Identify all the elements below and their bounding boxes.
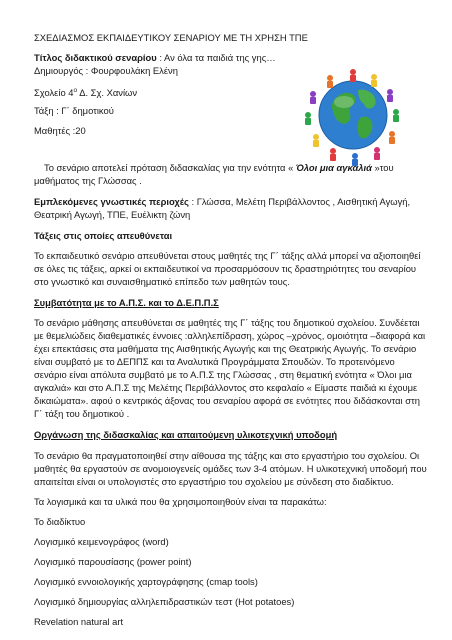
org-paragraph-line-1: Το σενάριο θα πραγματοποιηθεί στην αίθουσα της τάξης και στο εργαστήριο του σχολείου. Οι bbox=[34, 450, 420, 461]
org-paragraph-line-4: Τα λογισμικά και τα υλικά που θα χρησιμοποιηθούν είναι τα παρακάτω: bbox=[34, 496, 327, 507]
scenario-title-value: : Αν όλα τα παιδιά της γης… bbox=[156, 52, 276, 63]
section-heading-classes: Τάξεις στις οποίες απευθύνεται bbox=[34, 230, 173, 241]
compat-paragraph-line-6: αγκαλιά» και στο Α.Π.Σ της Μελέτης Περιβάλλοντος στο κεφαλαίο « Είμαστε παιδιά κι έχουμε bbox=[34, 382, 418, 393]
list-item: Λογισμικό κειμενογράφος (word) bbox=[34, 536, 169, 547]
children-around-globe-image bbox=[298, 60, 408, 170]
list-item: Λογισμικό παρουσίασης (power point) bbox=[34, 556, 192, 567]
school-line: Σχολείο $4^o$ Δ. Σχ. Χανίων bbox=[34, 87, 138, 99]
author-line: Δημιουργός : Φουρφουλάκη Ελένη bbox=[34, 65, 178, 76]
classes-paragraph-line-2: σε όλες τις τάξεις, αρκεί οι εκπαιδευτικοί να προσαρμόσουν τις δραστηριότητες του σεναρίου bbox=[34, 263, 417, 274]
fields-line-2: Θεατρική Αγωγή, ΤΠΕ, Ευέλικτη ζώνη bbox=[34, 209, 191, 220]
scenario-title-label: Τίτλος διδακτικού σεναρίου bbox=[34, 52, 157, 63]
compat-paragraph-line-5: σενάριο είναι απόλυτα συμβατό με το Α.Π.Σ της Γλώσσας , στη θεματική ενότητα « Όλοι μια bbox=[34, 369, 412, 380]
intro-line-2: μαθήματος της Γλώσσας . bbox=[34, 175, 142, 186]
compat-paragraph-line-3: έχει επεκτάσεις στα μαθήματα της Αισθητικής Αγωγής και της Θεατρικής Αγωγής. Το σενάριο bbox=[34, 343, 417, 354]
intro-line-1: Το σενάριο αποτελεί πρόταση διδασκαλίας για την ενότητα « Όλοι μια αγκαλιά »του bbox=[44, 162, 394, 173]
list-item: Λογισμικό εννοιολογικής χαρτογράφησης (cmap tools) bbox=[34, 576, 258, 587]
document-heading: ΣΧΕΔΙΑΣΜΟΣ ΕΚΠΑΙΔΕΥΤΙΚΟΥ ΣΕΝΑΡΙΟΥ ΜΕ ΤΗ ΧΡΗΣΗ ΤΠΕ bbox=[34, 32, 308, 43]
section-heading-compatibility: Συμβατότητα με το Α.Π.Σ. και το Δ.Ε.Π.Π.Σ bbox=[34, 297, 219, 308]
classes-paragraph-line-3: στο γνωστικό και συναισθηματικό επίπεδο των μαθητών τους. bbox=[34, 276, 290, 287]
org-paragraph-line-2: μαθητές θα εργαστούν σε ανομοιογενείς ομάδες των 3-4 ατόμων. Η υλικοτεχνική υποδομή που bbox=[34, 463, 427, 474]
students-line: Μαθητές :20 bbox=[34, 125, 86, 136]
section-heading-organization: Οργάνωση της διδασκαλίας και απαιτούμενη υλικοτεχνική υποδομή bbox=[34, 429, 338, 440]
scenario-title-line bbox=[34, 52, 276, 65]
list-item: Το διαδίκτυο bbox=[34, 516, 86, 527]
list-item: Revelation natural art bbox=[34, 616, 124, 627]
compat-paragraph-line-7: δικαιώματα». αφού ο κεντρικός άξονας του σεναρίου αφορά σε ενότητες που διδάσκονται στη bbox=[34, 395, 420, 406]
compat-paragraph-line-2: με θεμελιώδεις διαθεματικές έννοιες :αλληλεπίδραση, χώρος –χρόνος, ομοιότητα –διαφορά και bbox=[34, 330, 426, 341]
org-paragraph-line-3: απαιτείται είναι οι υπολογιστές στο εργαστήριο του σχολείου με σύνδεση στο διαδίκτυο. bbox=[34, 476, 394, 487]
compat-paragraph-line-4: είναι συμβατό με το ΔΕΠΠΣ και τα Αναλυτικά Προγράμματα Σπουδών. Το προτεινόμενο bbox=[34, 356, 395, 367]
compat-paragraph-line-8: Γ΄ τάξη του δημοτικού . bbox=[34, 408, 130, 419]
list-item: Λογισμικό δημιουργίας αλληλεπιδραστικών τεστ (Hot potatoes) bbox=[34, 596, 295, 607]
class-line: Τάξη : Γ΄ δημοτικού bbox=[34, 105, 114, 116]
fields-line-1: Εμπλεκόμενες γνωστικές περιοχές : Γλώσσα, Μελέτη Περιβάλλοντος , Αισθητική Αγωγή, bbox=[34, 196, 411, 207]
compat-paragraph-line-1: Το σενάριο μάθησης απευθύνεται σε μαθητές της Γ΄ τάξης του δημοτικού σχολείου. Συνδέεται bbox=[34, 317, 420, 328]
classes-paragraph-line-1: Το εκπαιδευτικό σενάριο απευθύνεται στους μαθητές της Γ΄ τάξης αλλά μπορεί να αξιοποιηθεί bbox=[34, 250, 421, 261]
